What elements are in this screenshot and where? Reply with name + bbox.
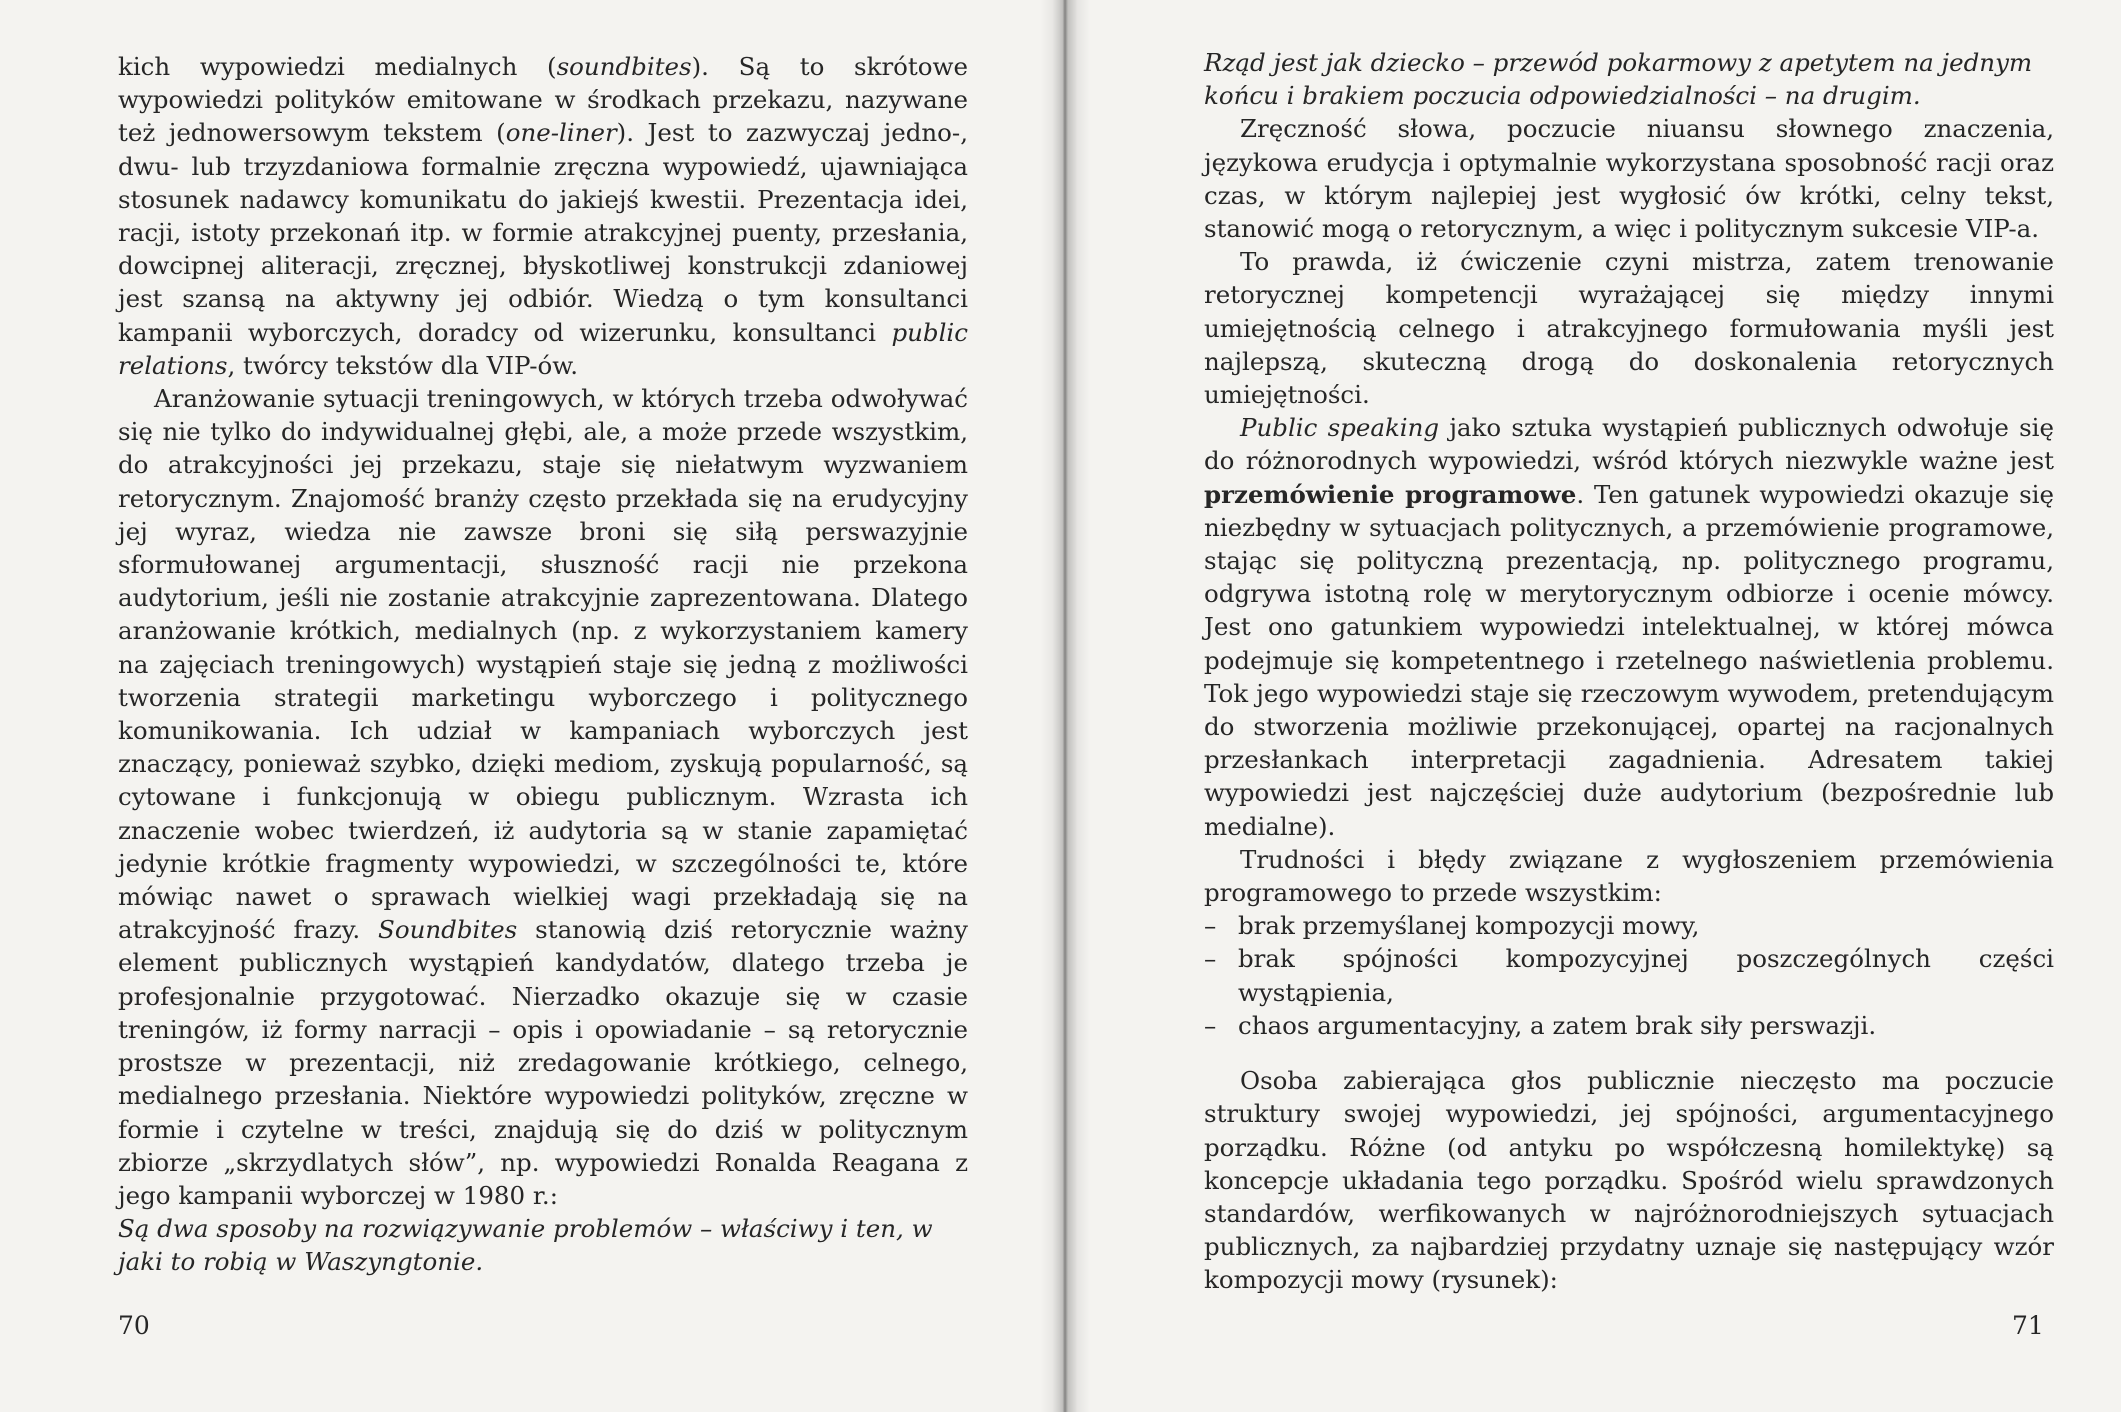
list-item xyxy=(1204,1009,2054,1042)
difficulties-list xyxy=(1204,909,2054,1042)
text-run: Soundbites xyxy=(378,915,518,945)
reagan-quote-1: Są dwa sposoby na rozwiązywanie problemów – właściwy i ten, w jaki to robią w Waszyngtonie. xyxy=(118,1214,933,1277)
right-page-closing-paragraphs xyxy=(1204,1064,2054,1296)
text-run: Osoba zabierająca głos publicznie nieczęsto ma poczucie struktury swojej wypowiedzi, jej spójności, argumentacyjnego porządku. Różne (od antyku po współczesną homilektykę) są koncepcje układania tego porządku. Spośród wielu sprawdzonych standardów, werfikowanych w najróżnorodniejszych sytuacjach publicznych, za najbardziej przydatny uznaje się następujący wzór kompozycji mowy (rysunek): xyxy=(1204,1066,2054,1295)
dash-marker: – xyxy=(1204,944,1217,974)
list-spacer xyxy=(1204,1042,2054,1064)
text-run: Public speaking xyxy=(1240,413,1440,443)
text-run: ). Są to skrótowe wypowiedzi polityków emitowane w środkach przekazu, nazywane też jednowersowym tekstem ( xyxy=(118,52,968,148)
text-run: kich wypowiedzi medialnych ( xyxy=(118,52,557,81)
left-page-paragraphs xyxy=(118,50,968,1212)
text-run: Zręczność słowa, poczucie niuansu słownego znaczenia, językowa erudycja i optymalnie wykorzystana sposobność racji oraz czas, w którym najlepiej jest wygłosić ów krótki, celny tekst, stanowić mogą o retorycznym, a więc i politycznym sukcesie VIP-a. xyxy=(1204,114,2054,244)
list-item xyxy=(1204,909,2054,942)
dash-marker: – xyxy=(1204,1010,1217,1040)
text-run: Aranżowanie sytuacji treningowych, w których trzeba odwoływać się nie tylko do indywidualnej głębi, ale, a może przede wszystkim, do atrakcyjności jej przekazu, staje się niełatwym wyzwaniem retorycznym. Znajomość branży często przekłada się na erudycyjny jej wyraz, wiedza nie zawsze broni się siłą perswazyjnie sformułowanej argumentacji, słuszność racji nie przekona audytorium, jeśli nie zostanie atrakcyjnie zaprezentowana. Dlatego aranżowanie krótkich, medialnych (np. z wykorzystaniem kamery na zajęciach treningowych) wystąpień staje się jedną z możliwości tworzenia strategii marketingu wyborczego i politycznego komunikowania. Ich udział w kampaniach wyborczych jest znaczący, ponieważ szybko, dzięki mediom, zyskują popularność, są cytowane i funkcjonują w obiegu publicznym. Wzrasta ich znaczenie wobec twierdzeń, iż audytoria są w stanie zapamiętać jedynie krótkie fragmenty wypowiedzi, w szczególności te, które mówiąc nawet o sprawach wielkiej wagi przekładają się na atrakcyjność frazy. xyxy=(118,384,968,945)
right-page-paragraph xyxy=(1204,245,2054,411)
text-run: . Ten gatunek wypowiedzi okazuje się niezbędny w sytuacjach politycznych, a przemówienie programowe, stając się polityczną prezentacją, np. politycznego programu, odgrywa istotną rolę w merytorycznym odbiorze i ocenie mówcy. Jest ono gatunkiem wypowiedzi intelektualnej, w której mówca podejmuje się kompetentnego i rzetelnego naświetlenia problemu. Tok jego wypowiedzi staje się rzeczowym wywodem, pretendującym do stworzenia możliwie przekonującej, opartej na racjonalnych przesłankach interpretacji zagadnienia. Adresatem takiej wypowiedzi jest najczęściej duże audytorium (bezpośrednie lub medialne). xyxy=(1204,479,2054,841)
text-run: , twórcy tekstów dla VIP-ów. xyxy=(227,350,579,380)
right-page-paragraph xyxy=(1204,843,2054,909)
right-page-paragraphs xyxy=(1204,112,2054,909)
page-number-left: 70 xyxy=(118,1311,150,1340)
text-run: soundbites xyxy=(556,52,692,81)
right-page-paragraph xyxy=(1204,1064,2054,1296)
dash-marker: – xyxy=(1204,911,1217,941)
left-page xyxy=(0,0,1060,1412)
page-number-right: 71 xyxy=(2012,1311,2044,1340)
book-spine-shadow xyxy=(1040,0,1090,1412)
list-item-text: brak przemyślanej kompozycji mowy, xyxy=(1238,911,1700,941)
right-page-paragraph xyxy=(1204,411,2054,843)
text-run: To prawda, iż ćwiczenie czyni mistrza, zatem trenowanie retorycznej kompetencji wyrażającej się między innymi umiejętnością celnego i atrakcyjnego formułowania myśli jest najlepszą, skuteczną drogą do doskonalenia retorycznych umiejętności. xyxy=(1204,247,2054,410)
reagan-quote-2: Rząd jest jak dziecko – przewód pokarmowy z apetytem na jednym końcu i brakiem poczucia odpowiedzialności – na drugim. xyxy=(1204,48,2033,111)
text-run: jako sztuka wystąpień publicznych odwołuje się do różnorodnych wypowiedzi, wśród których niezwykle ważne jest xyxy=(1204,413,2054,476)
text-run: przemówienie programowe xyxy=(1204,479,1577,509)
left-page-paragraph xyxy=(118,382,968,1212)
left-page-paragraph xyxy=(118,50,968,382)
right-page-text xyxy=(1204,46,2054,1297)
right-page-paragraph xyxy=(1204,112,2054,245)
list-item xyxy=(1204,942,2054,1008)
list-item-text: chaos argumentacyjny, a zatem brak siły perswazji. xyxy=(1238,1010,1877,1040)
text-run: Trudności i błędy związane z wygłoszeniem przemówienia programowego to przede wszystkim: xyxy=(1204,844,2054,908)
text-run: stanowią dziś retorycznie ważny element publicznych wystąpień kandydatów, dlatego trzeba je profesjonalnie przygotować. Nierzadko okazuje się w czasie treningów, iż formy narracji – opis i opowiadanie – są retorycznie prostsze w prezentacji, niż zredagowanie krótkiego, celnego, medialnego przesłania. Niektóre wypowiedzi polityków, zręczne w formie i czytelne w treści, znajdują się do dziś w politycznym zbiorze „skrzydlatych słów”, np. wypowiedzi Ronalda Reagana z jego kampanii wyborczej w 1980 r.: xyxy=(118,915,968,1210)
list-item-text: brak spójności kompozycyjnej poszczególnych części wystąpienia, xyxy=(1238,944,2054,1007)
text-run: public relations xyxy=(118,317,968,380)
text-run: one-liner xyxy=(505,118,617,148)
left-page-text xyxy=(118,50,968,1279)
right-page xyxy=(1076,0,2121,1412)
text-run: ). Jest to zazwyczaj jedno-, dwu- lub trzyzdaniowa formalnie zręczna wypowiedź, ujawniająca stosunek nadawcy komunikatu do jakiejś kwestii. Prezentacja idei, racji, istoty przekonań itp. w formie atrakcyjnej puenty, przesłania, dowcipnej aliteracji, zręcznej, błyskotliwej konstrukcji zdaniowej jest szansą na aktywny jej odbiór. Wiedzą o tym konsultanci kampanii wyborczych, doradcy od wizerunku, konsultanci xyxy=(118,118,969,347)
